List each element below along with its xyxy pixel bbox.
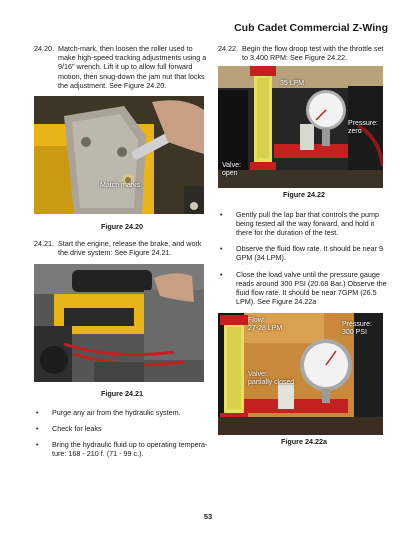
step-24-22 bbox=[218, 44, 390, 62]
figure-24-21-caption: Figure 24.21 bbox=[101, 388, 143, 398]
flow-label: Flow: 27-28 LPM bbox=[248, 317, 283, 333]
list-item: • Observe the fluid flow rate. It should be near 9 GPM (34 LPM). bbox=[220, 244, 384, 263]
step-number: 24.21. bbox=[34, 239, 54, 249]
pressure-label: Pressure: zero bbox=[348, 120, 378, 136]
figure-24-20-photo bbox=[34, 96, 204, 214]
left-bullet-list bbox=[34, 408, 210, 459]
step-number: 24.22. bbox=[218, 44, 238, 53]
drive-system-image bbox=[34, 264, 204, 382]
step-text: Begin the flow droop test with the throttle set to 3,400 RPM: See Figure 24.22. bbox=[242, 44, 384, 63]
bullet-glyph: • bbox=[36, 407, 39, 417]
bullet-glyph: • bbox=[36, 440, 39, 450]
list-item: • Close the load valve until the pressure gauge reads around 300 PSI (20.68 Bar.) Observe the fluid flow rate. It should be near 7GPM (26.5 LPM). See Figure 24.22a bbox=[220, 269, 387, 307]
figure-24-22a-photo bbox=[218, 313, 383, 435]
list-item: • Gently pull the lap bar that controls the pump being tested all the way forward, and hold it there for the duration of the test. bbox=[220, 209, 380, 238]
figure-24-20-caption: Figure 24.20 bbox=[101, 222, 143, 232]
page-header: Cub Cadet Commercial Z-Wing bbox=[234, 22, 388, 34]
valve-label: Valve: open bbox=[222, 162, 241, 178]
step-text: Start the engine, release the brake, and work the drive system: See Figure 24.21. bbox=[58, 239, 202, 258]
bullet-glyph: • bbox=[220, 244, 223, 254]
pressure-label: Pressure: 300 PSI bbox=[342, 321, 372, 337]
step-24-20 bbox=[34, 44, 210, 90]
left-column bbox=[34, 44, 210, 466]
step-number: 24.20. bbox=[34, 44, 54, 53]
bullet-glyph: • bbox=[220, 209, 223, 219]
step-text: Match-mark, then loosen the roller used to make high-speed tracking adjustments using a 9/16" wrench. Lift it up to allow full forward motion, then snug-down the jam nut that locks the adjustment. See Figure 24.20. bbox=[58, 44, 207, 90]
right-bullet-list bbox=[218, 210, 390, 307]
figure-24-22-photo bbox=[218, 66, 383, 188]
list-item: • Bring the hydraulic fluid up to operating tempera-ture: 168 - 210 f. (71 - 99 c.). bbox=[36, 440, 208, 459]
page-number: 53 bbox=[203, 512, 213, 521]
figure-24-22a-caption: Figure 24.22a bbox=[281, 437, 327, 447]
tracking-adjustment-image bbox=[34, 96, 204, 214]
lpm-label: 35 LPM bbox=[280, 80, 305, 88]
match-marks-label: Match marks bbox=[100, 182, 141, 190]
bullet-glyph: • bbox=[36, 424, 39, 434]
valve-label: Valve: partially closed bbox=[248, 371, 295, 387]
right-column bbox=[218, 44, 390, 447]
bullet-glyph: • bbox=[220, 269, 223, 279]
list-item: • Check for leaks bbox=[36, 424, 102, 434]
figure-24-22-caption: Figure 24.22 bbox=[283, 190, 325, 200]
step-24-21 bbox=[34, 239, 210, 257]
list-item: • Purge any air from the hydraulic system. bbox=[36, 407, 181, 417]
figure-24-21-photo bbox=[34, 264, 204, 382]
